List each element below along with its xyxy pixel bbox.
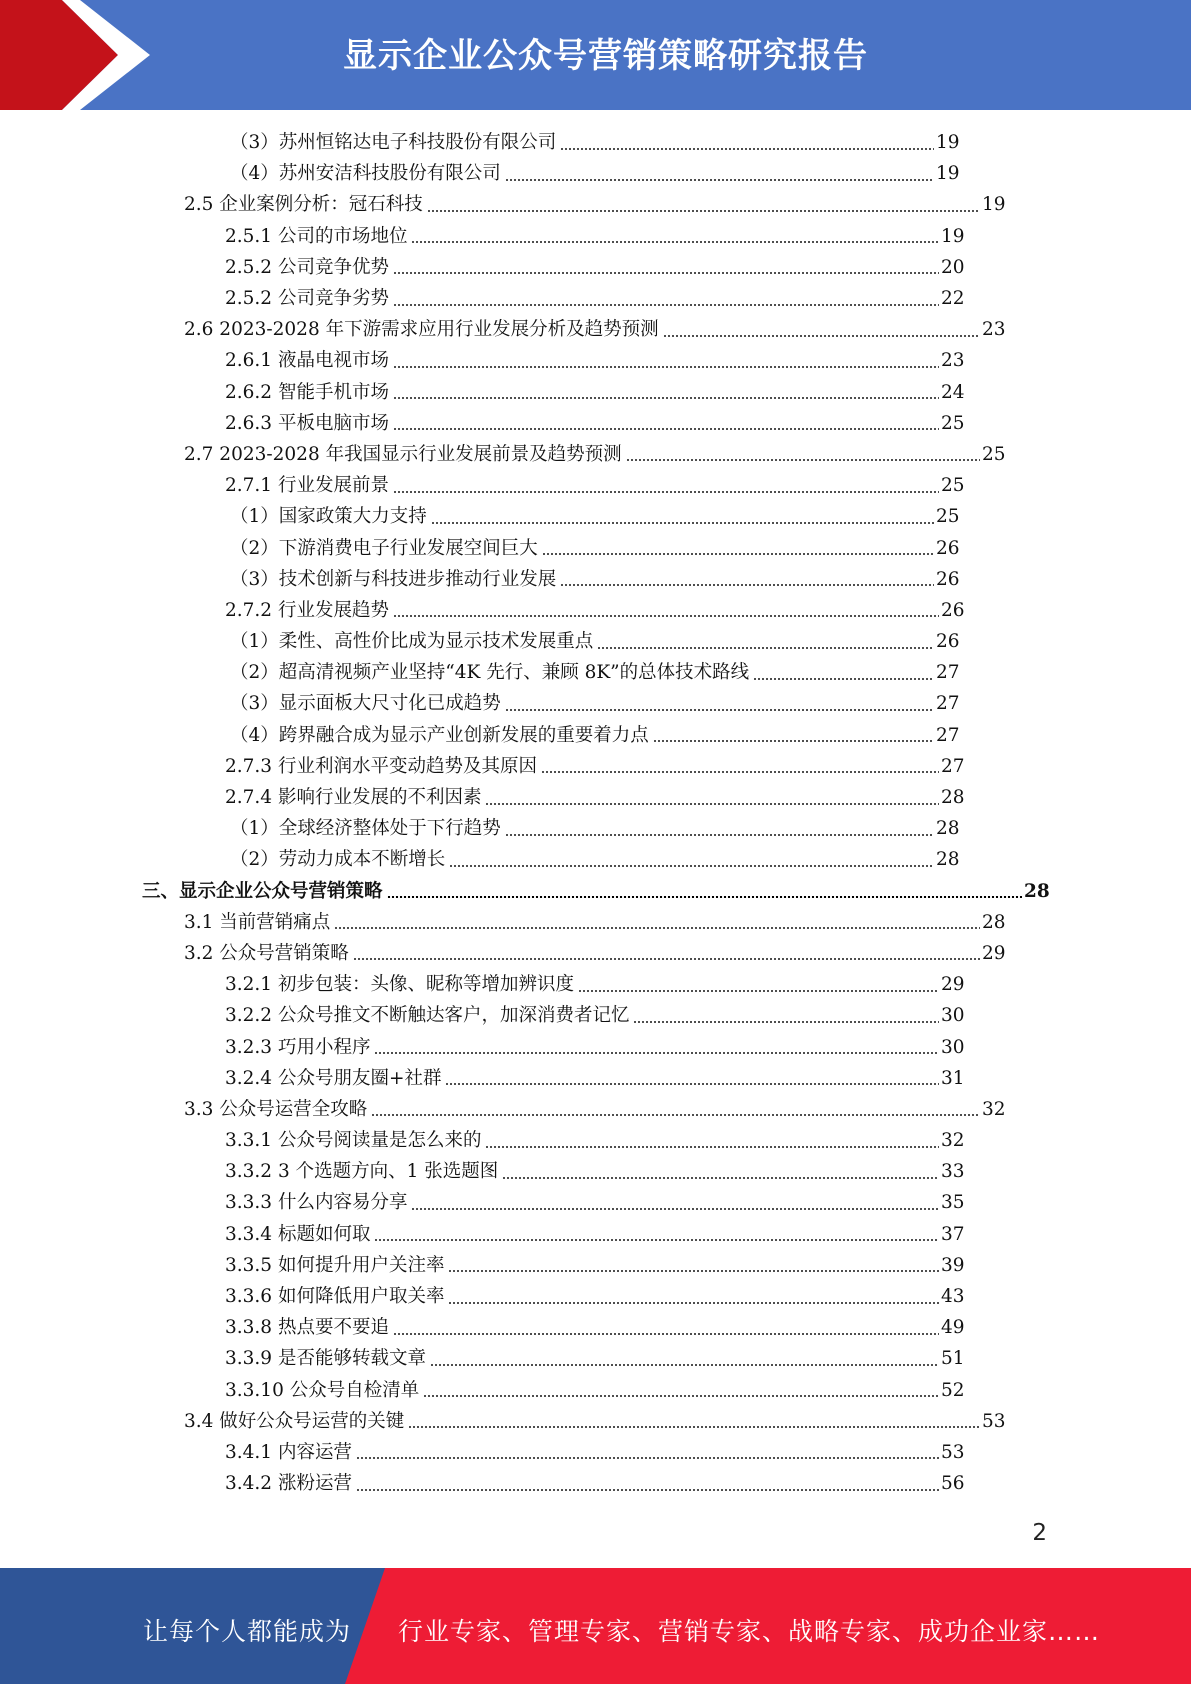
toc-dot-leader — [448, 1302, 939, 1304]
toc-entry-page: 49 — [941, 1317, 965, 1339]
toc-entry-page: 19 — [941, 225, 965, 247]
toc-entry-page: 32 — [982, 1098, 1006, 1120]
toc-dot-leader — [408, 1426, 980, 1428]
toc-dot-leader — [578, 990, 939, 992]
toc-entry[interactable] — [0, 1281, 964, 1312]
toc-entry-title: 2.6.2 智能手机市场 — [225, 381, 389, 403]
toc-dot-leader — [502, 1177, 939, 1179]
toc-entry-title: （1）全球经济整体处于下行趋势 — [230, 818, 501, 840]
toc-entry[interactable] — [0, 1250, 964, 1281]
toc-entry-title: （2）劳动力成本不断增长 — [230, 849, 446, 871]
toc-entry-page: 26 — [936, 568, 960, 590]
toc-dot-leader — [485, 1146, 939, 1148]
toc-entry-title: 3.3.10 公众号自检清单 — [225, 1379, 420, 1401]
toc-entry-page: 39 — [941, 1254, 965, 1276]
toc-entry[interactable] — [0, 470, 964, 501]
toc-entry[interactable] — [0, 844, 959, 875]
toc-dot-leader — [430, 1364, 939, 1366]
toc-entry[interactable] — [0, 657, 959, 688]
toc-dot-leader — [626, 459, 980, 461]
toc-entry-title: 3.3.5 如何提升用户关注率 — [225, 1254, 445, 1276]
toc-entry-page: 28 — [936, 849, 960, 871]
toc-entry-page: 22 — [941, 288, 965, 310]
toc-entry-page: 30 — [941, 1005, 965, 1027]
toc-entry-page: 28 — [941, 787, 965, 809]
toc-dot-leader — [393, 366, 939, 368]
toc-entry-page: 27 — [936, 693, 960, 715]
toc-entry-page: 25 — [982, 443, 1006, 465]
toc-entry-title: 3.2.4 公众号朋友圈+社群 — [225, 1067, 442, 1089]
toc-entry-page: 28 — [982, 911, 1006, 933]
toc-entry[interactable] — [0, 907, 1005, 938]
toc-entry[interactable] — [0, 751, 964, 782]
toc-entry[interactable] — [0, 938, 1005, 969]
toc-entry-title: 2.5.2 公司竞争优势 — [225, 256, 389, 278]
toc-entry-title: 2.6.3 平板电脑市场 — [225, 412, 389, 434]
toc-entry[interactable] — [0, 1031, 964, 1062]
toc-dot-leader — [445, 1083, 939, 1085]
toc-entry-title: 2.5.2 公司竞争劣势 — [225, 288, 389, 310]
toc-dot-leader — [356, 1457, 939, 1459]
toc-entry-title: 3.4.2 涨粉运营 — [225, 1473, 352, 1495]
toc-entry[interactable] — [0, 1094, 1005, 1125]
toc-dot-leader — [356, 1489, 939, 1491]
page-footer — [0, 1568, 1191, 1684]
toc-dot-leader — [485, 803, 939, 805]
toc-entry-title: 3.3.3 什么内容易分享 — [225, 1192, 408, 1214]
toc-entry-title: （4）跨界融合成为显示产业创新发展的重要着力点 — [230, 724, 649, 746]
toc-entry-title: （1）国家政策大力支持 — [230, 506, 427, 528]
toc-entry-title: 2.7.1 行业发展前景 — [225, 475, 389, 497]
toc-entry[interactable] — [0, 564, 959, 595]
toc-entry-title: 3.2.3 巧用小程序 — [225, 1036, 371, 1058]
toc-entry[interactable] — [0, 252, 964, 283]
toc-entry[interactable] — [0, 1000, 964, 1031]
toc-entry-title: （3）显示面板大尺寸化已成趋势 — [230, 693, 501, 715]
toc-entry-title: 3.3.6 如何降低用户取关率 — [225, 1286, 445, 1308]
toc-dot-leader — [663, 335, 980, 337]
toc-entry-page: 26 — [941, 599, 965, 621]
toc-entry-title: 2.7.3 行业利润水平变动趋势及其原因 — [225, 755, 537, 777]
toc-entry-title: 3.3 公众号运营全攻略 — [184, 1098, 368, 1120]
toc-entry-page: 33 — [941, 1161, 965, 1183]
toc-entry-page: 43 — [941, 1286, 965, 1308]
toc-entry-page: 29 — [982, 942, 1006, 964]
toc-entry[interactable] — [0, 782, 964, 813]
toc-dot-leader — [411, 1208, 939, 1210]
toc-entry-page: 24 — [941, 381, 965, 403]
toc-entry-page: 35 — [941, 1192, 965, 1214]
toc-dot-leader — [393, 272, 939, 274]
toc-entry-page: 28 — [1024, 880, 1050, 902]
toc-entry[interactable] — [0, 221, 964, 252]
toc-entry[interactable] — [0, 439, 1005, 470]
toc-entry-page: 25 — [936, 506, 960, 528]
toc-dot-leader — [393, 304, 939, 306]
toc-entry-title: 2.6 2023-2028 年下游需求应用行业发展分析及趋势预测 — [184, 319, 659, 341]
toc-entry-title: 3.2.2 公众号推文不断触达客户，加深消费者记忆 — [225, 1005, 630, 1027]
toc-dot-leader — [393, 615, 939, 617]
toc-entry[interactable] — [0, 158, 959, 189]
toc-entry[interactable] — [0, 283, 964, 314]
toc-entry[interactable] — [0, 969, 964, 1000]
toc-entry-title: 2.5.1 公司的市场地位 — [225, 225, 408, 247]
toc-entry-title: 2.6.1 液晶电视市场 — [225, 350, 389, 372]
toc-dot-leader — [393, 428, 939, 430]
toc-dot-leader — [334, 927, 980, 929]
toc-entry-page: 25 — [941, 412, 965, 434]
toc-entry[interactable] — [0, 1125, 964, 1156]
toc-entry-title: 3.3.9 是否能够转载文章 — [225, 1348, 426, 1370]
toc-entry-page: 30 — [941, 1036, 965, 1058]
toc-entry-page: 26 — [936, 537, 960, 559]
footer-slogan-left: 让每个人都能成为 — [143, 1617, 352, 1646]
toc-dot-leader — [597, 647, 934, 649]
toc-entry-page: 53 — [941, 1441, 965, 1463]
toc-entry[interactable] — [0, 1063, 964, 1094]
toc-entry[interactable] — [0, 1468, 964, 1499]
toc-entry-page: 25 — [941, 475, 965, 497]
toc-dot-leader — [753, 678, 934, 680]
toc-entry[interactable] — [0, 626, 959, 657]
toc-entry-title: （2）超高清视频产业坚持“4K 先行、兼顾 8K”的总体技术路线 — [230, 662, 750, 684]
toc-entry-title: （2）下游消费电子行业发展空间巨大 — [230, 537, 538, 559]
toc-dot-leader — [374, 1052, 939, 1054]
toc-dot-leader — [560, 584, 934, 586]
toc-entry-title: 三、显示企业公众号营销策略 — [142, 880, 383, 902]
toc-dot-leader — [653, 740, 934, 742]
toc-entry[interactable] — [0, 720, 959, 751]
toc-entry-title: 2.7.2 行业发展趋势 — [225, 599, 389, 621]
toc-entry[interactable] — [0, 1406, 1005, 1437]
toc-entry[interactable] — [0, 1219, 964, 1250]
toc-dot-leader — [505, 179, 934, 181]
toc-entry-page: 27 — [936, 724, 960, 746]
toc-entry[interactable] — [0, 595, 964, 626]
toc-entry[interactable] — [0, 1312, 964, 1343]
toc-entry-page: 32 — [941, 1130, 965, 1152]
toc-entry-title: 3.4.1 内容运营 — [225, 1441, 352, 1463]
toc-dot-leader — [374, 1239, 939, 1241]
toc-entry[interactable] — [0, 1187, 964, 1218]
toc-entry-page: 23 — [982, 319, 1006, 341]
toc-entry[interactable] — [0, 377, 964, 408]
toc-entry-page: 29 — [941, 974, 965, 996]
toc-entry-page: 19 — [936, 163, 960, 185]
toc-entry[interactable] — [0, 1375, 964, 1406]
toc-entry[interactable] — [0, 1343, 964, 1374]
toc-dot-leader — [633, 1021, 939, 1023]
report-title: 显示企业公众号营销策略研究报告 — [343, 36, 868, 76]
toc-entry-page: 53 — [982, 1410, 1006, 1432]
toc-entry[interactable] — [0, 688, 959, 719]
toc-dot-leader — [541, 771, 939, 773]
toc-entry-title: （1）柔性、高性价比成为显示技术发展重点 — [230, 631, 594, 653]
toc-entry-title: 2.7 2023-2028 年我国显示行业发展前景及趋势预测 — [184, 443, 622, 465]
toc-entry-page: 31 — [941, 1067, 965, 1089]
toc-dot-leader — [560, 148, 934, 150]
page-header — [0, 0, 1191, 110]
toc-entry-page: 19 — [982, 194, 1006, 216]
toc-entry[interactable] — [0, 1437, 964, 1468]
toc-dot-leader — [423, 1395, 939, 1397]
toc-dot-leader — [371, 1114, 980, 1116]
toc-entry-title: 3.3.4 标题如何取 — [225, 1223, 371, 1245]
toc-entry[interactable] — [0, 532, 959, 563]
toc-dot-leader — [393, 1333, 939, 1335]
toc-entry-title: 2.5 企业案例分析：冠石科技 — [184, 194, 423, 216]
toc-dot-leader — [387, 896, 1022, 898]
toc-entry-page: 52 — [941, 1379, 965, 1401]
toc-entry-title: （3）苏州恒铭达电子科技股份有限公司 — [230, 132, 557, 154]
toc-entry-page: 26 — [936, 631, 960, 653]
toc-dot-leader — [427, 210, 980, 212]
toc-entry[interactable] — [0, 408, 964, 439]
toc-entry-page: 51 — [941, 1348, 965, 1370]
toc-entry-title: （3）技术创新与科技进步推动行业发展 — [230, 568, 557, 590]
toc-entry-title: 3.3.8 热点要不要追 — [225, 1317, 389, 1339]
page-number: 2 — [1032, 1520, 1047, 1546]
toc-dot-leader — [448, 1270, 939, 1272]
toc-entry[interactable] — [0, 314, 1005, 345]
toc-entry-title: 3.2.1 初步包装：头像、昵称等增加辨识度 — [225, 974, 574, 996]
toc-entry-title: 3.4 做好公众号运营的关键 — [184, 1410, 405, 1432]
toc-entry[interactable] — [0, 501, 959, 532]
toc-entry-page: 27 — [936, 662, 960, 684]
toc-entry-title: 3.3.2 3 个选题方向、1 张选题图 — [225, 1161, 499, 1183]
toc-dot-leader — [505, 709, 934, 711]
table-of-contents — [0, 127, 1191, 1499]
toc-entry[interactable] — [0, 127, 959, 158]
toc-entry-page: 28 — [936, 818, 960, 840]
toc-dot-leader — [411, 241, 939, 243]
toc-entry[interactable] — [0, 1156, 964, 1187]
toc-entry-title: 3.2 公众号营销策略 — [184, 942, 349, 964]
toc-dot-leader — [431, 522, 934, 524]
toc-entry[interactable] — [0, 813, 959, 844]
toc-entry-title: 3.3.1 公众号阅读量是怎么来的 — [225, 1130, 482, 1152]
toc-entry[interactable] — [0, 189, 1005, 220]
toc-dot-leader — [393, 491, 939, 493]
toc-entry-page: 37 — [941, 1223, 965, 1245]
toc-dot-leader — [505, 834, 934, 836]
toc-entry-title: 2.7.4 影响行业发展的不利因素 — [225, 787, 482, 809]
toc-dot-leader — [542, 553, 934, 555]
toc-entry-page: 23 — [941, 350, 965, 372]
toc-entry[interactable] — [0, 876, 1050, 907]
toc-entry-title: （4）苏州安洁科技股份有限公司 — [230, 163, 501, 185]
toc-dot-leader — [393, 397, 939, 399]
footer-slogan-right: 行业专家、管理专家、营销专家、战略专家、成功企业家…… — [398, 1617, 1101, 1646]
toc-dot-leader — [353, 958, 980, 960]
toc-dot-leader — [449, 865, 934, 867]
toc-entry-title: 3.1 当前营销痛点 — [184, 911, 331, 933]
toc-entry[interactable] — [0, 345, 964, 376]
toc-entry-page: 56 — [941, 1473, 965, 1495]
toc-entry-page: 27 — [941, 755, 965, 777]
toc-entry-page: 19 — [936, 132, 960, 154]
toc-entry-page: 20 — [941, 256, 965, 278]
